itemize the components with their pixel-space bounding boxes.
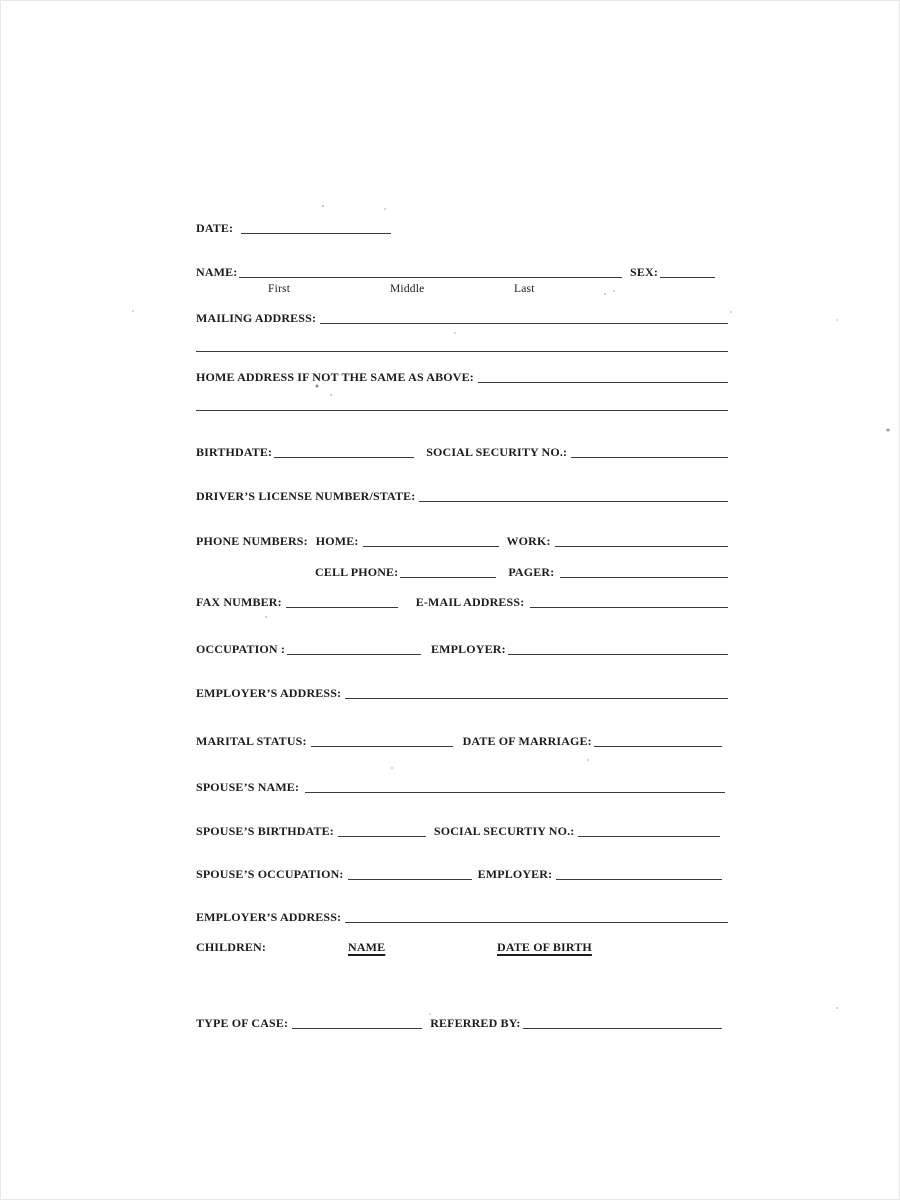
children-row <box>196 936 728 954</box>
spouse-occupation-label: SPOUSE’S OCCUPATION: <box>196 867 344 881</box>
employer-label: EMPLOYER: <box>431 642 506 656</box>
sex-label: SEX: <box>630 265 658 279</box>
mailing-address-field-line[interactable] <box>320 322 728 324</box>
drivers-license-row <box>196 485 728 503</box>
spouse-name-row <box>196 776 725 794</box>
occupation-label: OCCUPATION : <box>196 642 286 656</box>
spouse-employers-address-row <box>196 906 728 924</box>
phone-numbers-label: PHONE NUMBERS: <box>196 534 308 548</box>
name-field-line[interactable] <box>239 276 622 278</box>
fax-number-field-line[interactable] <box>286 606 398 608</box>
social-security-field-line[interactable] <box>571 456 728 458</box>
birthdate-label: BIRTHDATE: <box>196 445 273 459</box>
date-field-line[interactable] <box>241 232 391 234</box>
referred-by-label: REFERRED BY: <box>430 1016 521 1030</box>
spouse-employer-label: EMPLOYER: <box>477 867 553 881</box>
drivers-license-field-line[interactable] <box>419 500 728 502</box>
spouse-birthdate-field-line[interactable] <box>338 835 426 837</box>
scan-noise <box>0 0 2 2</box>
type-of-case-label: TYPE OF CASE: <box>196 1016 289 1030</box>
spouse-social-security-label: SOCIAL SECURTIY NO.: <box>433 824 575 838</box>
spouse-birthdate-label: SPOUSE’S BIRTHDATE: <box>196 824 334 838</box>
spouse-employers-address-label: EMPLOYER’S ADDRESS: <box>196 910 342 924</box>
work-phone-label: WORK: <box>506 534 551 548</box>
pager-label: PAGER: <box>508 565 555 579</box>
name-middle-sublabel: Middle <box>390 283 425 295</box>
employers-address-field-line[interactable] <box>345 697 728 699</box>
home-address-label: HOME ADDRESS IF NOT THE SAME AS ABOVE: <box>196 370 474 384</box>
home-phone-label: HOME: <box>315 534 359 548</box>
children-name-header: NAME <box>348 940 386 954</box>
home-address-field-line[interactable] <box>478 381 728 383</box>
spouse-name-label: SPOUSE’S NAME: <box>196 780 300 794</box>
spouse-employers-address-field-line[interactable] <box>345 921 728 923</box>
name-last-sublabel: Last <box>514 283 535 295</box>
date-label: DATE: <box>196 221 234 235</box>
occupation-field-line[interactable] <box>287 653 421 655</box>
type-of-case-row <box>196 1012 722 1030</box>
home-address-row <box>196 366 728 384</box>
marital-status-field-line[interactable] <box>311 745 453 747</box>
date-of-marriage-label: DATE OF MARRIAGE: <box>462 734 592 748</box>
fax-number-label: FAX NUMBER: <box>196 595 282 609</box>
home-phone-field-line[interactable] <box>363 545 499 547</box>
children-dob-header: DATE OF BIRTH <box>497 940 592 954</box>
pager-field-line[interactable] <box>560 576 728 578</box>
mailing-address-label: MAILING ADDRESS: <box>196 311 317 325</box>
marital-status-row <box>196 730 722 748</box>
spouse-birthdate-row <box>196 820 720 838</box>
name-row <box>196 261 715 279</box>
referred-by-field-line[interactable] <box>523 1027 722 1029</box>
employers-address-label: EMPLOYER’S ADDRESS: <box>196 686 342 700</box>
social-security-label: SOCIAL SECURITY NO.: <box>426 445 568 459</box>
employer-field-line[interactable] <box>508 653 728 655</box>
cell-phone-field-line[interactable] <box>400 576 496 578</box>
email-address-field-line[interactable] <box>530 606 728 608</box>
mailing-address-row <box>196 307 728 325</box>
occupation-row <box>196 638 728 656</box>
cell-phone-label: CELL PHONE: <box>315 565 399 579</box>
work-phone-field-line[interactable] <box>555 545 728 547</box>
birthdate-field-line[interactable] <box>274 456 414 458</box>
spouse-name-field-line[interactable] <box>305 791 725 793</box>
sex-field-line[interactable] <box>660 276 715 278</box>
children-label: CHILDREN: <box>196 940 267 954</box>
spouse-occupation-row <box>196 863 722 881</box>
spouse-social-security-field-line[interactable] <box>578 835 720 837</box>
spouse-employer-field-line[interactable] <box>556 878 722 880</box>
marital-status-label: MARITAL STATUS: <box>196 734 307 748</box>
type-of-case-field-line[interactable] <box>292 1027 422 1029</box>
phone-numbers-row <box>196 530 728 548</box>
spouse-occupation-field-line[interactable] <box>348 878 472 880</box>
employers-address-row <box>196 682 728 700</box>
birthdate-row <box>196 441 728 459</box>
home-address-field-line-2[interactable] <box>196 410 728 411</box>
name-first-sublabel: First <box>268 283 291 295</box>
name-label: NAME: <box>196 265 238 279</box>
email-address-label: E-MAIL ADDRESS: <box>415 595 525 609</box>
drivers-license-label: DRIVER’S LICENSE NUMBER/STATE: <box>196 489 416 503</box>
fax-email-row <box>196 591 728 609</box>
cell-pager-row <box>315 561 728 579</box>
date-row <box>196 217 728 235</box>
date-of-marriage-field-line[interactable] <box>594 745 722 747</box>
mailing-address-field-line-2[interactable] <box>196 351 728 352</box>
